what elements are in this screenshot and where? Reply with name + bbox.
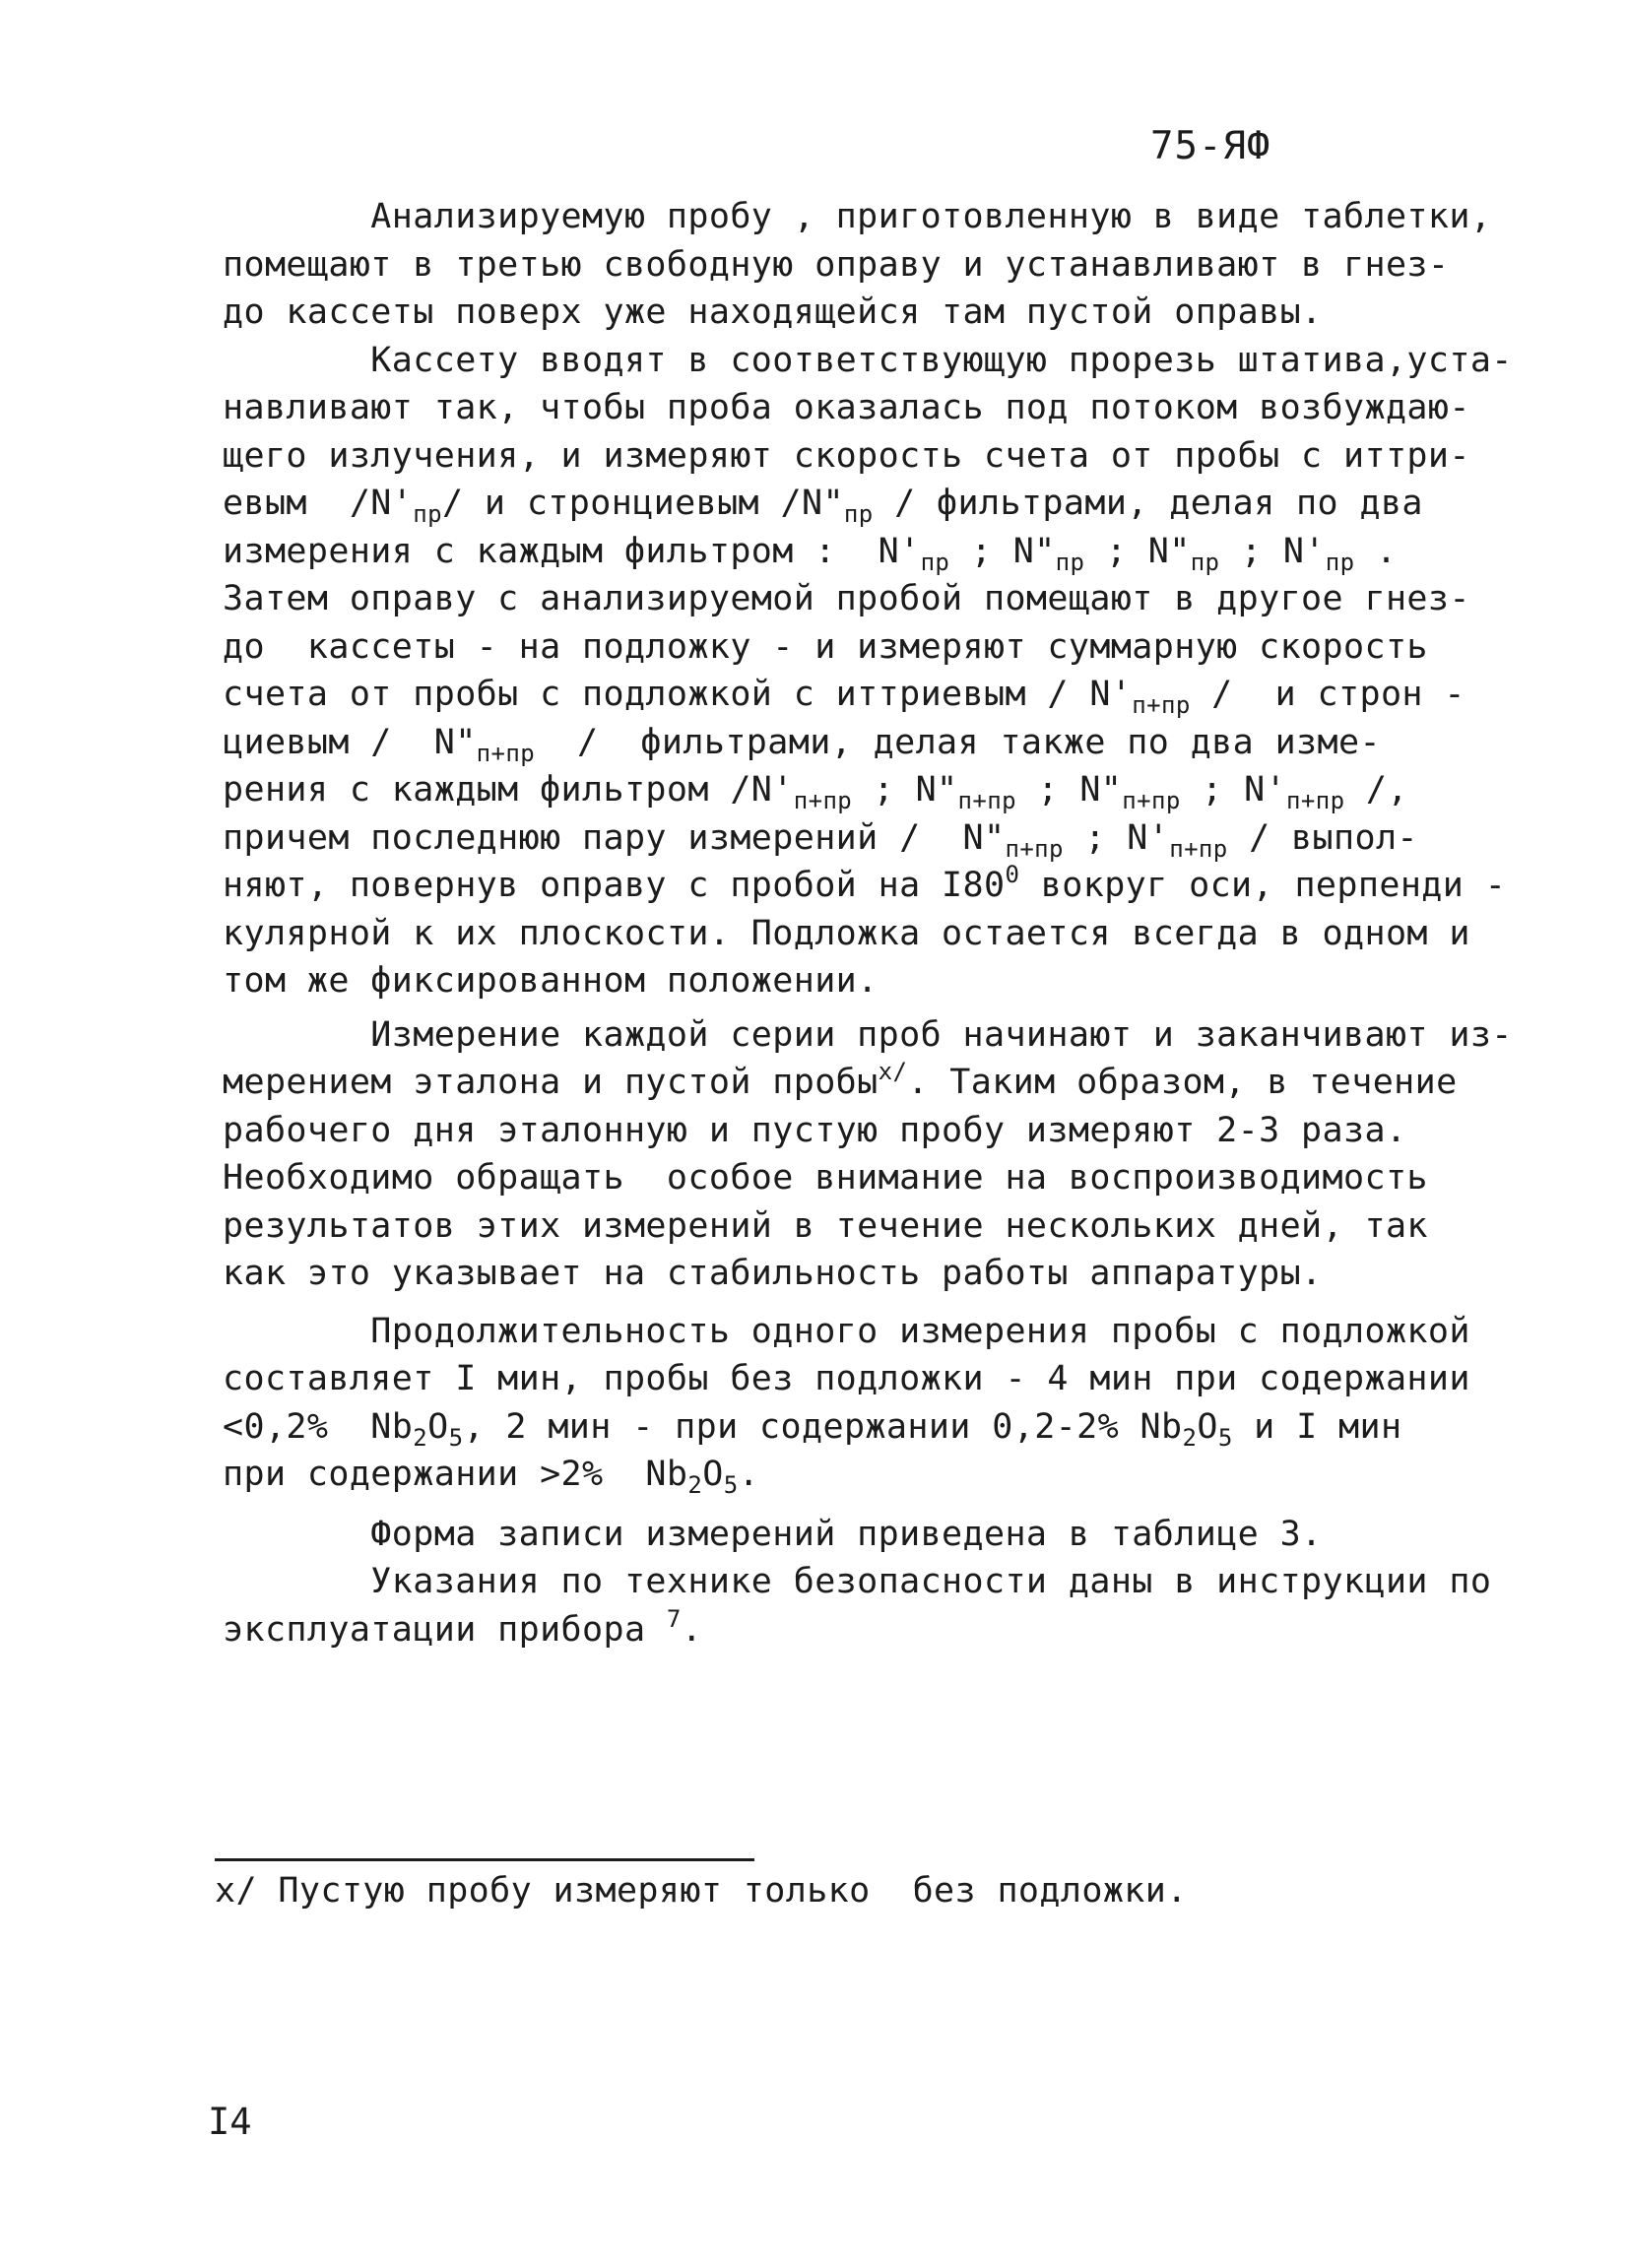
subscript: п+пр — [1005, 834, 1064, 863]
subscript: 5 — [723, 1471, 739, 1499]
subscript: 2 — [413, 1423, 428, 1452]
text-line: составляет I мин, пробы без подложки - 4 мин при содержании — [223, 1359, 1470, 1398]
footnote: х/ Пустую пробу измеряют только без подложки. — [215, 1871, 1188, 1911]
text-line: до кассеты - на подложку - и измеряют суммарную скорость — [223, 626, 1428, 667]
text-line: причем последнюю пару измерений / $N"_{п+пр}$ ; $N'_{п+пр}$ / выпол- — [223, 817, 1418, 863]
text-line: Продолжительность одного измерения пробы с подложкой — [223, 1311, 1470, 1351]
subscript: п+пр — [1132, 691, 1191, 719]
subscript: 2 — [687, 1471, 703, 1499]
subscript: пр — [1325, 548, 1355, 576]
text-line: при содержании >2% $Nb_2O_5$. — [223, 1455, 760, 1499]
subscript: пр — [843, 500, 874, 528]
text-line: счета от пробы с подложкой с иттриевым / $N'_{п+пр}$ / и строн - — [223, 675, 1465, 719]
subscript: п+пр — [1286, 787, 1345, 814]
subscript: 5 — [1217, 1423, 1233, 1452]
text-line: Необходимо обращать особое внимание на воспроизводимость — [223, 1158, 1428, 1198]
subscript: п+пр — [1169, 834, 1228, 863]
page-number: I4 — [208, 2101, 252, 2143]
text-line: Форма записи измерений приведена в таблице 3. — [223, 1514, 1323, 1554]
subscript: 2 — [1182, 1423, 1198, 1452]
text-line: Затем оправу с анализируемой пробой помещают в другое гнез- — [223, 579, 1470, 618]
subscript: п+пр — [476, 739, 536, 767]
text-line: мерением эталона и пустой пробы$^{х/}$. Таким образом, в течение — [223, 1058, 1458, 1102]
text-line: результатов этих измерений в течение нескольких дней, так — [223, 1205, 1428, 1246]
text-line: как это указывает на стабильность работы аппаратуры. — [223, 1254, 1323, 1293]
text-line: циевым / $N"_{п+пр}$ / фильтрами, делая также по два изме- — [223, 722, 1381, 767]
text-line: рения с каждым фильтром $/N'_{п+пр}$ ; $N"_{п+пр}$ ; $N"_{п+пр}$ ; $N'_{п+пр}$ /, — [223, 770, 1408, 814]
subscript: пр — [1190, 548, 1220, 576]
superscript: 7 — [666, 1604, 682, 1633]
text-line: Указания по технике безопасности даны в инструкции по — [223, 1562, 1492, 1601]
text-line: навливают так, чтобы проба оказалась под потоком возбуждаю- — [223, 388, 1470, 427]
text-line: няют, повернув оправу с пробой на $I80^0$ вокруг оси, перпенди - — [223, 861, 1507, 905]
text-line: Измерение каждой серии проб начинают и заканчивают из- — [223, 1014, 1513, 1055]
text-line: том же фиксированном положении. — [223, 961, 879, 1001]
subscript: п+пр — [957, 787, 1016, 814]
superscript: 0 — [1005, 861, 1020, 888]
subscript: пр — [1055, 548, 1085, 576]
text-line: евым $/N'_{пр}/$ и стронциевым $/N"_{пр}$ / фильтрами, делая по два — [223, 484, 1423, 528]
text-line: Анализируемую пробу , приготовленную в виде таблетки, — [223, 197, 1492, 236]
text-line: Кассету вводят в соответствующую прорезь штатива,уста- — [223, 340, 1513, 380]
subscript: пр — [920, 548, 950, 576]
text-line: помещают в третью свободную оправу и устанавливают в гнез- — [223, 244, 1450, 285]
text-line: до кассеты поверх уже находящейся там пустой оправы. — [223, 292, 1323, 332]
subscript: п+пр — [1122, 787, 1181, 814]
text-line: эксплуатации прибора $^7$. — [223, 1604, 703, 1650]
superscript: х/ — [878, 1058, 908, 1085]
footnote-separator — [215, 1858, 754, 1861]
text-line: щего излучения, и измеряют скорость счета от пробы с иттри- — [223, 435, 1470, 476]
text-line: измерения с каждым фильтром : $N'_{пр}$ ; $N"_{пр}$ ; $N"_{пр}$ ; $N'_{пр}$ . — [223, 531, 1398, 576]
text-line: <0,2% $Nb_2O_5$, 2 мин - при содержании 0,2-2% $Nb_2O_5$ и I мин — [223, 1406, 1402, 1452]
subscript: п+пр — [793, 787, 853, 814]
text-line: кулярной к их плоскости. Подложка остается всегда в одном и — [223, 913, 1470, 953]
subscript: пр — [413, 500, 442, 528]
text-line: рабочего дня эталонную и пустую пробу измеряют 2-3 раза. — [223, 1110, 1407, 1150]
document-code: 75-ЯФ — [1150, 124, 1271, 168]
subscript: 5 — [448, 1423, 464, 1452]
